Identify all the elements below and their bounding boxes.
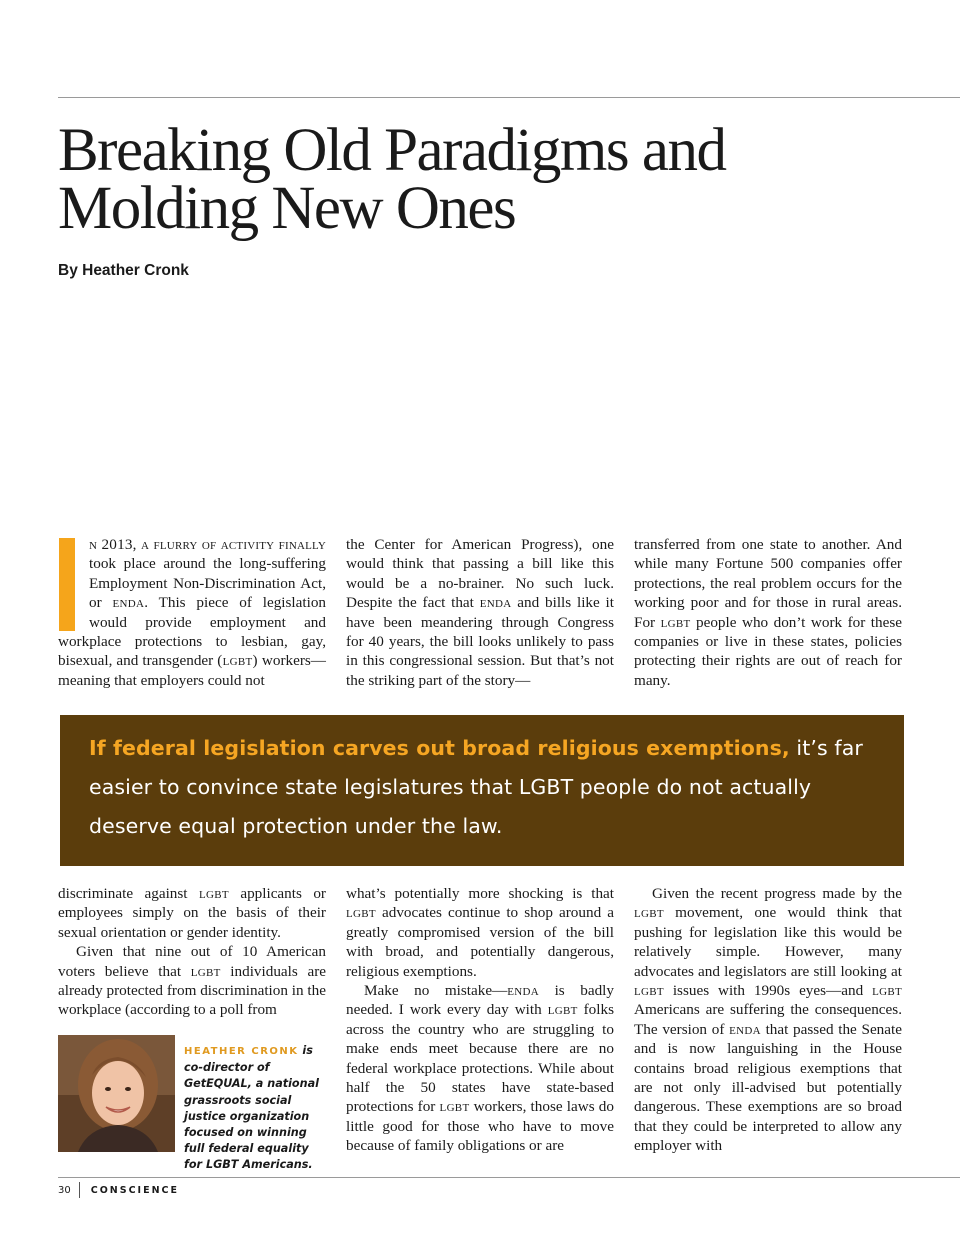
body-bottom-col-1	[58, 884, 326, 1020]
text-run: folks across the country who are struggling to make ends meet because there are no federal workplace protections. While about half the 50 states have state-based protections for	[346, 1001, 614, 1116]
author-bio	[184, 1043, 330, 1174]
enda-acronym: enda	[479, 594, 512, 612]
author-bio-text: is co-director of GetEQUAL, a national grassroots social justice organization focused on winning full federal equality for LGBT Americans.	[184, 1044, 319, 1172]
footer-divider	[79, 1182, 80, 1198]
page-footer	[58, 1183, 179, 1197]
lgbt-acronym: lgbt	[439, 1098, 470, 1116]
author-name: HEATHER CRONK	[184, 1046, 299, 1057]
lgbt-acronym: lgbt	[190, 962, 221, 980]
lgbt-acronym: lgbt	[198, 885, 229, 902]
text-run: Given the recent progress made by the	[652, 885, 902, 902]
author-photo	[58, 1035, 175, 1152]
pull-quote	[60, 715, 904, 866]
title-line-2: Molding New Ones	[58, 175, 516, 242]
lgbt-acronym: lgbt	[872, 982, 902, 1000]
text-run: the Center for American Progress), one would think that passing a bill like this would be a no-brainer. No such luck. Despite the fact that	[346, 536, 614, 612]
text-run: Americans are suffering the consequences. The version of	[634, 1001, 902, 1038]
lgbt-acronym: lgbt	[660, 613, 691, 631]
text-run: transferred from one state to another. And while many Fortune 500 companies offer protections, the real problem occurs for the working poor and for those in rural areas. For	[634, 536, 902, 631]
body-bottom-col-2	[346, 884, 614, 1156]
pull-quote-text: it’s far easier to convince state legislatures that LGBT people do not actually deserve equal protection under the law.	[89, 736, 863, 838]
text-run: and bills like it have been meandering through Congress for 40 years, the bill looks unlikely to pass in this congressional session. But that’s not the striking part of the story—	[346, 594, 614, 689]
text-run: Make no mistake—	[364, 982, 508, 1000]
text-run: took place around the long-suffering Employment Non-Discrimination Act, or	[89, 555, 326, 612]
article-title	[58, 117, 918, 242]
enda-acronym: enda	[507, 982, 540, 1000]
text-run: is badly needed. I work every day with	[346, 982, 614, 1019]
page-number: 30	[58, 1184, 71, 1196]
text-run: workers, those laws do little good for those who have to move because of family obligations or are	[346, 1098, 614, 1155]
text-run: applicants or employees simply on the basis of their sexual orientation or gender identity.	[58, 885, 326, 941]
bottom-rule	[58, 1177, 960, 1178]
top-rule	[58, 97, 960, 98]
drop-cap-bar	[59, 538, 75, 631]
body-top-col-1	[58, 535, 326, 690]
enda-acronym: enda	[112, 594, 145, 612]
title-line-1: Breaking Old Paradigms and	[58, 117, 726, 184]
lgbt-acronym: (lgbt)	[217, 652, 258, 670]
text-run: issues with 1990s eyes—and	[663, 982, 873, 1000]
text-run: advocates continue to shop around a greatly compromised version of the bill with broad, and potentially dangerous, religious exemptions.	[346, 904, 614, 980]
text-run: workers—meaning that employers could not	[58, 652, 326, 689]
lgbt-acronym: lgbt	[547, 1001, 578, 1019]
body-top-col-2	[346, 535, 614, 690]
text-run: what’s potentially more shocking is that	[346, 885, 614, 902]
byline: By Heather Cronk	[58, 262, 189, 279]
pull-quote-highlight: If federal legislation carves out broad religious exemptions,	[89, 736, 790, 760]
text-run: Given that nine out of 10 American voters believe that	[58, 943, 326, 980]
text-run: movement, one would think that pushing for legislation like this would be relatively simple. However, many advocates and legislators are still looking at	[634, 904, 902, 980]
text-run: that passed the Senate and is now languishing in the House contains broad religious exemptions that are not only ill-advised but potentially dangerous. These exemptions are so broad that they could be interpreted to allow any employer with	[634, 1020, 902, 1155]
enda-acronym: enda	[729, 1020, 761, 1038]
text-run: individuals are already protected from discrimination in the workplace (according to a poll from	[58, 962, 326, 1019]
lgbt-acronym: lgbt	[634, 904, 664, 922]
body-bottom-col-3	[634, 884, 902, 1156]
text-run: . This piece of legislation would provide employment and workplace protections to lesbian, gay, bisexual, and transgender	[58, 594, 327, 670]
lgbt-acronym: lgbt	[634, 982, 664, 1000]
magazine-name: CONSCIENCE	[90, 1184, 179, 1196]
lead-in: n 2013, a flurry of activity finally	[89, 536, 326, 553]
text-run: discriminate against	[58, 885, 199, 902]
lgbt-acronym: lgbt	[346, 904, 376, 922]
body-top-col-3	[634, 535, 902, 690]
text-run: people who don’t work for these companies or live in these states, policies protecting their rights are out of reach for many.	[634, 613, 902, 689]
